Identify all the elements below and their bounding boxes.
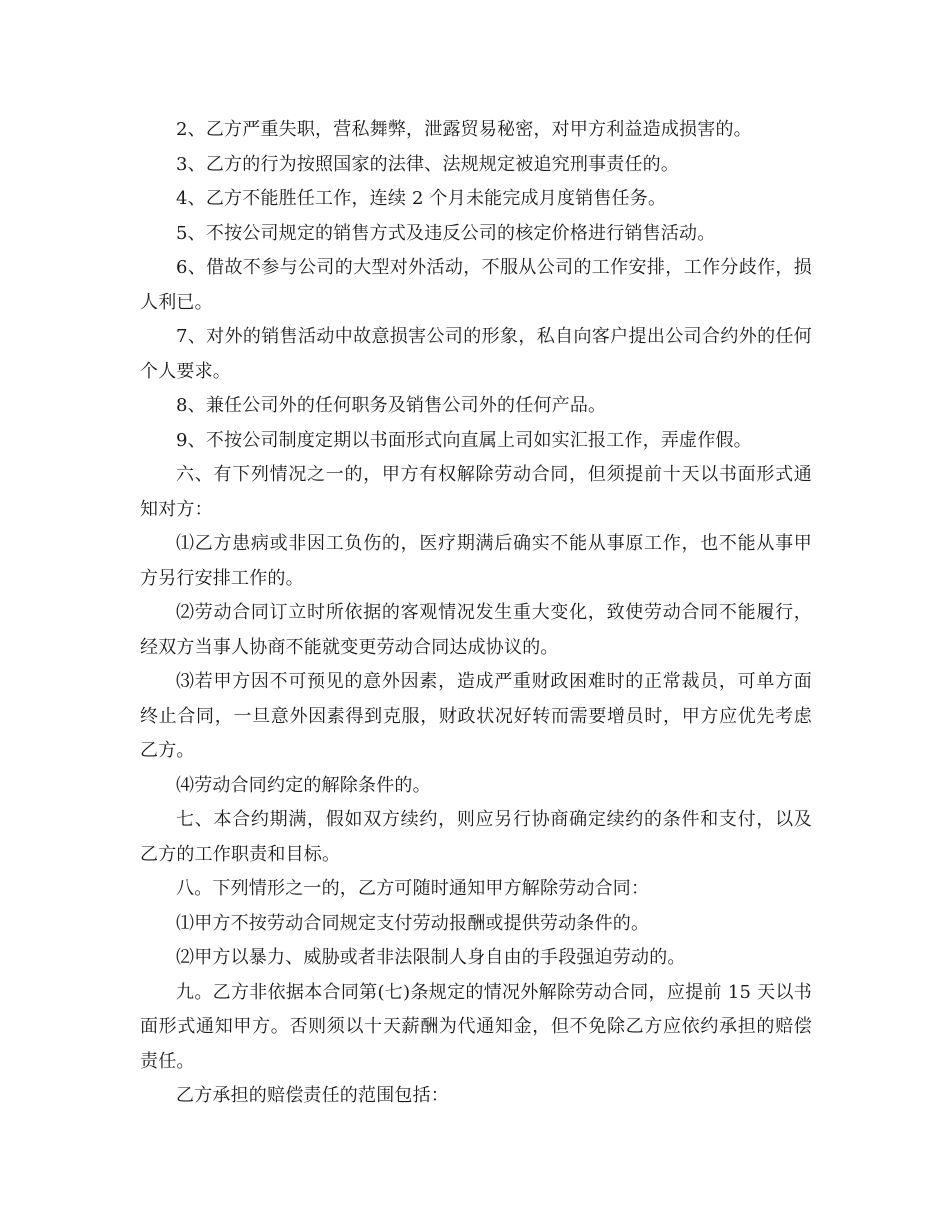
clause-paragraph: 乙方承担的赔偿责任的范围包括：	[176, 1085, 449, 1106]
clause-paragraph: 3、乙方的行为按照国家的法律、法规规定被追究刑事责任的。	[176, 153, 680, 175]
document-body	[140, 113, 812, 1114]
clause-paragraph: 2、乙方严重失职，营私舞弊，泄露贸易秘密，对甲方利益造成损害的。	[176, 119, 752, 140]
section-paragraph: 八。下列情形之一的，乙方可随时通知甲方解除劳动合同：	[176, 878, 650, 899]
subclause-paragraph: ⑴乙方患病或非因工负伤的，医疗期满后确实不能从事原工作，也不能从事甲方另行安排工作的。	[140, 533, 812, 589]
section-paragraph: 六、有下列情况之一的，甲方有权解除劳动合同，但须提前十天以书面形式通知对方：	[140, 464, 812, 520]
clause-paragraph: 6、借故不参与公司的大型对外活动，不服从公司的工作安排，工作分歧作，损人利已。	[140, 257, 812, 313]
subclause-paragraph: ⑵甲方以暴力、威胁或者非法限制人身自由的手段强迫劳动的。	[176, 947, 686, 968]
clause-paragraph: 7、对外的销售活动中故意损害公司的形象，私自向客户提出公司合约外的任何个人要求。	[140, 326, 812, 382]
subclause-paragraph: ⑷劳动合同约定的解除条件的。	[176, 774, 431, 796]
clause-paragraph: 5、不按公司规定的销售方式及违反公司的核定价格进行销售活动。	[176, 222, 716, 244]
subclause-paragraph: ⑴甲方不按劳动合同规定支付劳动报酬或提供劳动条件的。	[176, 912, 650, 934]
subclause-paragraph: ⑶若甲方因不可预见的意外因素，造成严重财政困难时的正常裁员，可单方面终止合同，一旦意外因素得到克服，财政状况好转而需要增员时，甲方应优先考虑乙方。	[140, 671, 812, 761]
clause-paragraph: 9、不按公司制度定期以书面形式向直属上司如实汇报工作，弄虚作假。	[176, 429, 752, 451]
section-paragraph: 七、本合约期满，假如双方续约，则应另行协商确定续约的条件和支付，以及乙方的工作职责和目标。	[140, 809, 812, 865]
subclause-paragraph: ⑵劳动合同订立时所依据的客观情况发生重大变化，致使劳动合同不能履行，经双方当事人协商不能就变更劳动合同达成协议的。	[140, 602, 812, 658]
clause-paragraph: 8、兼任公司外的任何职务及销售公司外的任何产品。	[176, 395, 607, 416]
clause-paragraph: 4、乙方不能胜任工作，连续 2 个月未能完成月度销售任务。	[176, 188, 667, 209]
section-paragraph: 九。乙方非依据本合同第(七)条规定的情况外解除劳动合同，应提前 15 天以书面形式通知甲方。否则须以十天薪酬为代通知金，但不免除乙方应依约承担的赔偿责任。	[140, 981, 812, 1072]
